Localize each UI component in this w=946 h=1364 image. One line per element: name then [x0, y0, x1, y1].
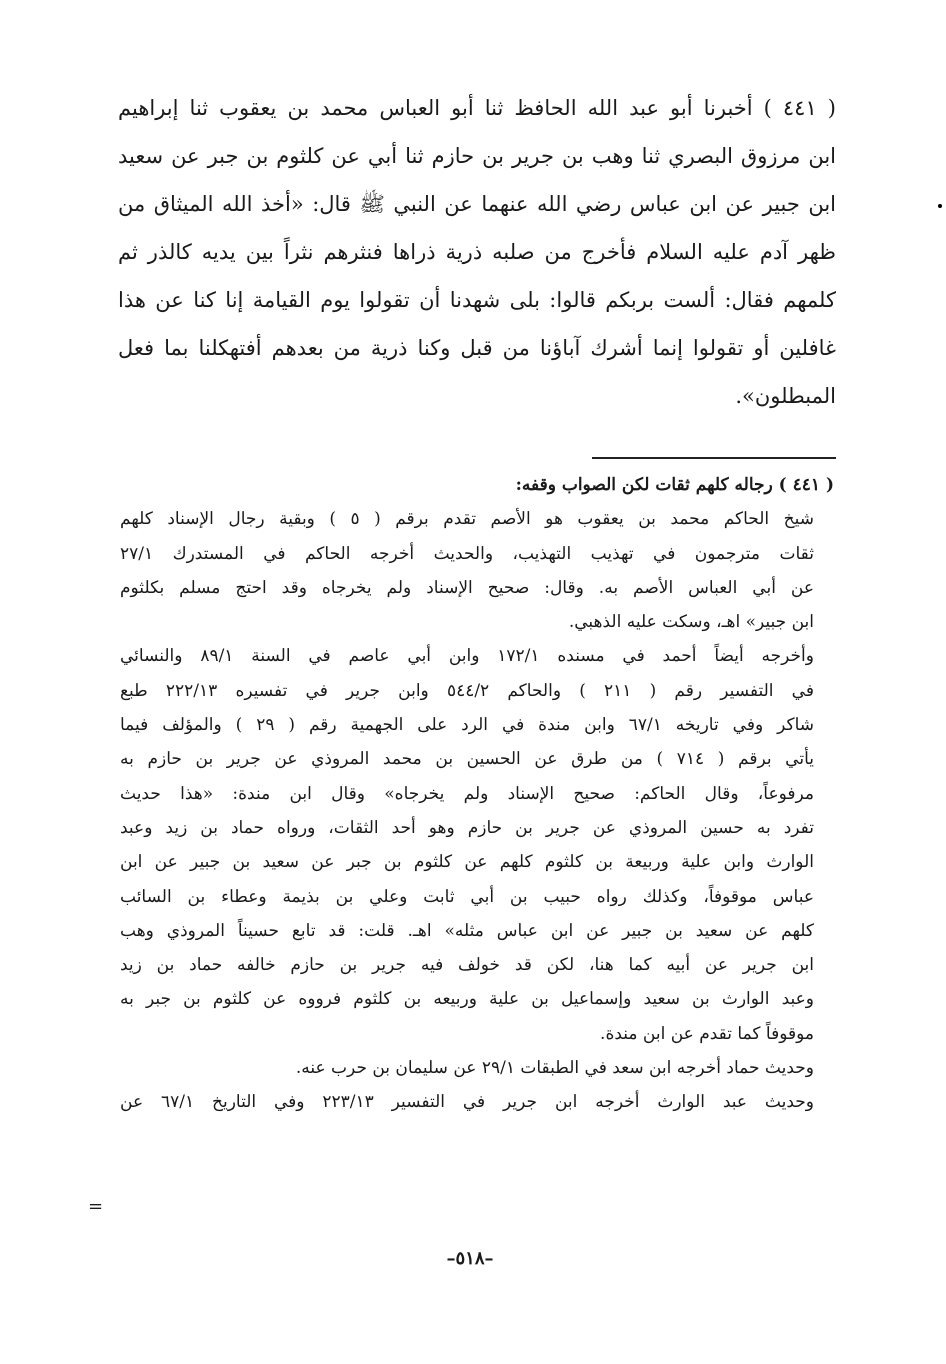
footnote-line: يأتي برقم ( ٧١٤ ) من طرق عن الحسين بن محمد المروذي عن جرير بن حازم به	[120, 749, 814, 770]
footnote-line: وحديث حماد أخرجه ابن سعد في الطبقات ٢٩/١ عن سليمان بن حرب عنه.	[295, 1058, 814, 1079]
footnote-line: وحديث عبد الوارث أخرجه ابن جرير في التفسير ٢٢٣/١٣ وفي التاريخ ٦٧/١ عن	[120, 1092, 814, 1113]
hadith-line: غافلين أو تقولوا إنما أشرك آباؤنا من قبل وكنا ذرية من بعدهم أفتهكلنا بما فعل	[118, 336, 836, 360]
footnote-line: ثقات مترجمون في تهذيب التهذيب، والحديث أخرجه الحاكم في المستدرك ٢٧/١	[120, 543, 814, 564]
footnote-line: شيخ الحاكم محمد بن يعقوب هو الأصم تقدم برقم ( ٥ ) وبقية رجال الإسناد كلهم	[120, 509, 814, 530]
margin-mark	[938, 204, 942, 208]
hadith-line: ابن جبير عن ابن عباس رضي الله عنهما عن النبي ﷺ قال: «أخذ الله الميثاق من	[118, 192, 836, 216]
footnote-line: مرفوعاً، وقال الحاكم: صحيح الإسناد ولم يخرجاه» وقال ابن مندة: «هذا حديث	[120, 783, 814, 804]
continuation-mark: =	[88, 1196, 104, 1217]
footnote-line: عن أبي العباس الأصم به. وقال: صحيح الإسناد ولم يخرجاه وقد احتج مسلم بكلثوم	[120, 577, 814, 598]
footnote-heading: ( ٤٤١ ) رجاله كلهم ثقات لكن الصواب وقفه:	[515, 475, 834, 495]
hadith-text	[118, 84, 836, 420]
hadith-line: المبطلون».	[735, 384, 836, 408]
footnote-line: ابن جرير عن أبيه كما هنا، لكن قد خولف فيه جرير بن حازم خالفه حماد بن زيد	[120, 955, 814, 976]
footnote-line: ابن جبير» اهـ، وسكت عليه الذهبي.	[568, 612, 814, 633]
footnote-line: الوارث وابن علية وربيعة بن كلثوم كلهم عن كلثوم بن جبر عن سعيد بن جبير عن ابن	[120, 852, 814, 873]
footnote-divider	[592, 457, 836, 459]
footnote-line: وعبد الوارث بن سعيد وإسماعيل بن علية وربيعه بن كلثوم فرووه عن كلثوم بن جبر به	[120, 989, 814, 1010]
hadith-line: ابن مرزوق البصري ثنا وهب بن جرير بن حازم ثنا أبي عن كلثوم بن جبر عن سعيد	[118, 144, 836, 168]
footnote-line: تفرد به حسين المروذي عن جرير بن حازم وهو أحد الثقات، ورواه حماد بن زيد وعبد	[120, 817, 814, 838]
page-number: –٥١٨–	[446, 1248, 494, 1269]
footnote-line: في التفسير رقم ( ٢١١ ) والحاكم ٥٤٤/٢ وابن جرير في تفسيره ٢٢٢/١٣ طبع	[120, 680, 814, 701]
hadith-line: كلمهم فقال: ألست بربكم قالوا: بلى شهدنا أن تقولوا يوم القيامة إنا كنا عن هذا	[118, 288, 836, 312]
hadith-line: ظهر آدم عليه السلام فأخرج من صلبه ذرية ذراها فنثرهم نثراً بين يديه كالذر ثم	[118, 240, 836, 264]
footnote-line: كلهم عن سعيد بن جبير عن ابن عباس مثله» اهـ. قلت: قد تابع حسيناً المروذي وهب	[120, 920, 814, 941]
footnote-line: عباس موقوفاً، وكذلك رواه حبيب بن أبي ثابت وعلي بن بذيمة وعطاء بن السائب	[120, 886, 814, 907]
footnote-line: شاكر وفي تاريخه ٦٧/١ وابن مندة في الرد على الجهمية رقم ( ٢٩ ) والمؤلف فيما	[120, 715, 814, 736]
footnote-line: وأخرجه أيضاً أحمد في مسنده ١٧٢/١ وابن أبي عاصم في السنة ٨٩/١ والنسائي	[120, 646, 814, 667]
footnotes	[120, 468, 834, 1120]
hadith-line: ( ٤٤١ ) أخبرنا أبو عبد الله الحافظ ثنا أبو العباس محمد بن يعقوب ثنا إبراهيم	[118, 96, 836, 120]
footnote-line: موقوفاً كما تقدم عن ابن مندة.	[600, 1023, 814, 1044]
